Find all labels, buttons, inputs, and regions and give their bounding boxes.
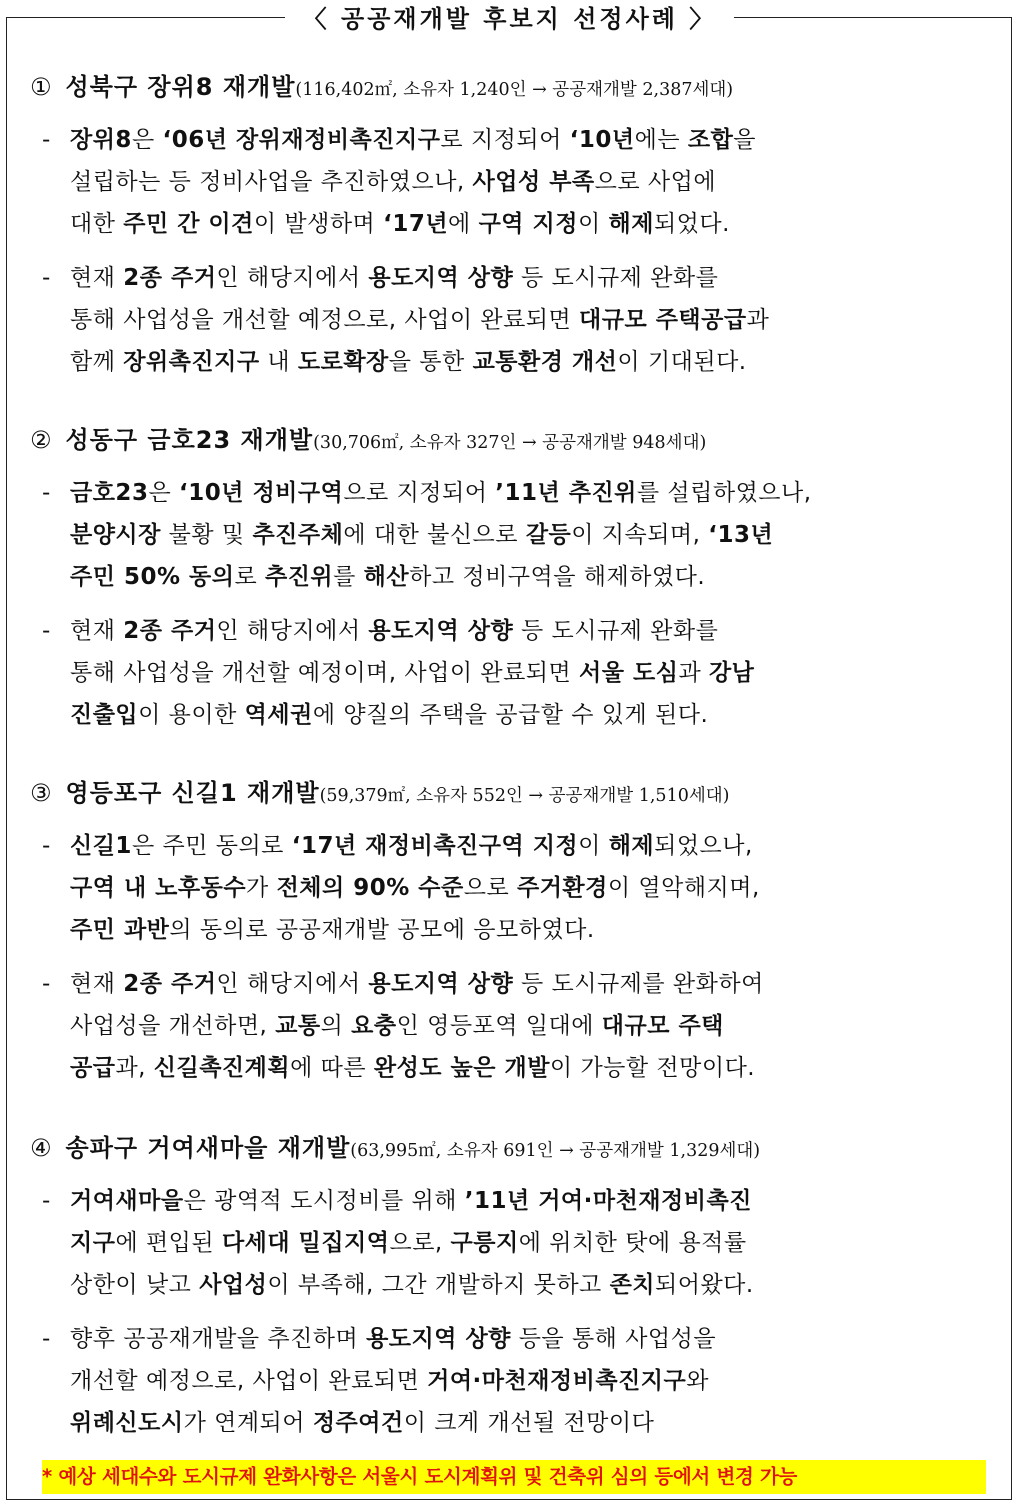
bullet-paragraph: [42, 472, 1000, 598]
text-segment: 를: [333, 564, 364, 590]
text-line: [70, 203, 1000, 245]
text-segment: 현재: [70, 265, 124, 291]
bold-text: 2종 주거: [123, 618, 217, 644]
bold-text: 구릉지: [450, 1230, 519, 1256]
bullet-dash: -: [42, 480, 51, 506]
bullet-paragraph: [42, 610, 1000, 736]
bullet-paragraph: [42, 1180, 1000, 1306]
text-segment: 에 위치한 탓에 용적률: [518, 1230, 747, 1256]
section-1: [30, 70, 1000, 383]
bold-text: 거여·마천재정비촉진지구: [427, 1368, 687, 1394]
bold-text: 역세권: [244, 702, 313, 728]
bold-text: 완성도 높은 개발: [373, 1055, 550, 1081]
section-number: ③: [30, 779, 52, 807]
text-segment: 되었으나,: [654, 833, 753, 859]
bold-text: 교통환경 개선: [472, 349, 618, 375]
text-line: [70, 867, 1000, 909]
text-segment: 설립하는 등 정비사업을 추진하였으나,: [70, 169, 473, 195]
text-segment: 등을 통해 사업성을: [510, 1326, 717, 1352]
text-segment: 으로,: [389, 1230, 451, 1256]
text-segment: 이 지속되며,: [571, 522, 709, 548]
section-3: [30, 776, 1000, 1089]
text-segment: 가 연계되어: [183, 1410, 313, 1436]
bold-text: 해산: [363, 564, 410, 590]
text-segment: 가: [246, 875, 277, 901]
bold-text: 신길촉진계획: [153, 1055, 291, 1081]
bold-text: 존치: [609, 1272, 656, 1298]
text-line: [70, 694, 1000, 736]
bullet-dash: -: [42, 1188, 51, 1214]
text-line: [70, 610, 1000, 652]
section-number: ④: [30, 1134, 52, 1162]
bold-text: 신길1: [70, 833, 132, 859]
text-line: [70, 963, 1000, 1005]
text-segment: 향후 공공재개발을 추진하며: [70, 1326, 367, 1352]
bullet-dash: -: [42, 618, 51, 644]
text-line: [70, 825, 1000, 867]
text-segment: 의: [320, 1013, 352, 1039]
text-segment: 은: [131, 127, 163, 153]
bold-text: 추진주체: [252, 522, 344, 548]
bold-text: 갈등: [525, 522, 572, 548]
bold-text: 조합: [687, 127, 734, 153]
text-segment: 현재: [70, 971, 124, 997]
section-2: [30, 423, 1000, 736]
bold-text: 진출입: [70, 702, 139, 728]
text-line: [70, 652, 1000, 694]
text-segment: 이: [578, 833, 609, 859]
bold-text: 추진위: [264, 564, 334, 590]
bold-text: 주민 50% 동의: [70, 564, 235, 590]
text-segment: 에는: [634, 127, 688, 153]
text-segment: 통해 사업성을 개선할 예정으로, 사업이 완료되면: [70, 307, 580, 333]
text-segment: 이 기대된다.: [617, 349, 747, 375]
bold-text: ‘13년: [708, 522, 774, 548]
text-segment: 인 해당지에서: [216, 265, 369, 291]
text-segment: 대한: [70, 211, 124, 237]
text-line: [70, 514, 1000, 556]
text-segment: 이 열악해지며,: [607, 875, 760, 901]
bold-text: ‘10년: [569, 127, 635, 153]
bold-text: 다세대 밀집지역: [221, 1230, 390, 1256]
section-heading: [30, 423, 1000, 460]
text-segment: 를 설립하였으나,: [636, 480, 812, 506]
text-segment: 이 부족해, 그간 개발하지 못하고: [267, 1272, 610, 1298]
bullet-dash: -: [42, 971, 51, 997]
bold-text: 지구: [70, 1230, 116, 1256]
text-line: [70, 472, 1000, 514]
text-segment: 함께: [70, 349, 124, 375]
bold-text: 용도지역 상향: [366, 1326, 511, 1352]
text-line: [70, 1180, 1000, 1222]
text-segment: 등 도시규제 완화를: [513, 618, 719, 644]
text-segment: 으로 사업에: [594, 169, 717, 195]
bold-text: ‘17년 재정비촉진구역 지정: [291, 833, 579, 859]
bold-text: 사업성 부족: [472, 169, 595, 195]
footnote: [42, 1460, 986, 1494]
bullet-dash: -: [42, 1326, 51, 1352]
text-segment: 이 가능할 전망이다.: [549, 1055, 756, 1081]
bold-text: 해제: [608, 211, 654, 237]
bullet-paragraph: [42, 825, 1000, 951]
section-4: [30, 1131, 1000, 1444]
text-line: [70, 341, 1000, 383]
bold-text: 대규모 주택공급: [579, 307, 747, 333]
text-segment: 개선할 예정으로, 사업이 완료되면: [70, 1368, 428, 1394]
text-segment: 인 영등포역 일대에: [396, 1013, 602, 1039]
bullet-dash: -: [42, 127, 51, 153]
text-segment: 되어왔다.: [655, 1272, 754, 1298]
text-line: [70, 556, 1000, 598]
bold-text: 분양시장: [70, 522, 161, 548]
text-segment: 에 대한 불신으로: [343, 522, 526, 548]
text-segment: 내: [259, 349, 298, 375]
bold-text: 용도지역 상향: [368, 618, 514, 644]
bold-text: 정주여건: [312, 1410, 404, 1436]
section-number: ②: [30, 426, 52, 454]
text-segment: 으로: [463, 875, 517, 901]
bold-text: ’11년 거여·마천재정비촉진: [464, 1188, 752, 1214]
bold-text: 위례신도시: [70, 1410, 184, 1436]
bold-text: ‘17년: [383, 211, 449, 237]
bold-text: 장위8: [70, 127, 132, 153]
text-segment: 에 양질의 주택을 공급할 수 있게 된다.: [312, 702, 709, 728]
bold-text: 공급: [70, 1055, 116, 1081]
section-heading: [30, 776, 1000, 813]
text-segment: 인 해당지에서: [216, 971, 369, 997]
bold-text: 장위촉진지구: [123, 349, 260, 375]
text-line: [70, 1047, 1000, 1089]
bold-text: 거여새마을: [70, 1188, 184, 1214]
bold-text: 교통: [275, 1013, 321, 1039]
bullet-paragraph: [42, 257, 1000, 383]
bold-text: ‘10년 정비구역: [178, 480, 344, 506]
bold-text: 2종 주거: [123, 265, 217, 291]
section-heading: [30, 70, 1000, 107]
text-segment: 을: [733, 127, 757, 153]
section-name: 영등포구 신길1 재개발: [65, 779, 320, 807]
bold-text: 2종 주거: [123, 971, 217, 997]
bold-text: 도로확장: [297, 349, 389, 375]
text-segment: 이 발생하며: [253, 211, 384, 237]
text-segment: 은: [148, 480, 179, 506]
text-segment: 은 광역적 도시정비를 위해: [183, 1188, 465, 1214]
bullet-paragraph: [42, 1318, 1000, 1444]
bullet-dash: -: [42, 833, 51, 859]
bold-text: 전체의 90% 수준: [276, 875, 464, 901]
bold-text: 주거환경: [517, 875, 608, 901]
bold-text: 용도지역 상향: [368, 971, 514, 997]
text-segment: 으로 지정되어: [343, 480, 496, 506]
title-bar: [0, 0, 1019, 40]
text-line: [70, 1360, 1000, 1402]
section-name: 송파구 거여새마을 재개발: [65, 1134, 351, 1162]
section-info: (63,995㎡, 소유자 691인 → 공공재개발 1,329세대): [350, 1141, 761, 1161]
text-segment: 과: [678, 660, 709, 686]
bold-text: 주민 간 이견: [123, 211, 254, 237]
bold-text: 서울 도심: [579, 660, 679, 686]
text-segment: 은 주민 동의로: [131, 833, 292, 859]
text-line: [70, 1318, 1000, 1360]
section-info: (59,379㎡, 소유자 552인 → 공공재개발 1,510세대): [319, 786, 730, 806]
text-segment: 로: [234, 564, 265, 590]
text-line: [70, 1005, 1000, 1047]
text-segment: 에: [448, 211, 479, 237]
text-segment: 의 동의로 공공재개발 공모에 응모하였다.: [169, 917, 595, 943]
section-name: 성북구 장위8 재개발: [65, 73, 296, 101]
text-segment: 을 통한: [388, 349, 473, 375]
document-title: 〈 공공재개발 후보지 선정사례 〉: [285, 2, 735, 36]
text-segment: 로 지정되어: [440, 127, 570, 153]
text-segment: 이 용이한: [138, 702, 245, 728]
bold-text: 요충: [351, 1013, 397, 1039]
bold-text: 금호23: [70, 480, 149, 506]
text-segment: 이 크게 개선될 전망이다: [403, 1410, 655, 1436]
text-segment: 과: [746, 307, 770, 333]
text-line: [70, 1222, 1000, 1264]
text-line: [70, 119, 1000, 161]
text-line: [70, 909, 1000, 951]
bold-text: 주민 과반: [70, 917, 170, 943]
bold-text: 강남: [708, 660, 755, 686]
bold-text: 용도지역 상향: [368, 265, 514, 291]
text-segment: 에 편입된: [115, 1230, 222, 1256]
text-segment: 에 따른: [290, 1055, 374, 1081]
text-segment: 통해 사업성을 개선할 예정이며, 사업이 완료되면: [70, 660, 580, 686]
section-info: (116,402㎡, 소유자 1,240인 → 공공재개발 2,387세대): [295, 80, 734, 100]
bold-text: 구역 지정: [478, 211, 578, 237]
bold-text: ‘06년 장위재정비촉진지구: [162, 127, 441, 153]
footnote-text: * 예상 세대수와 도시규제 완화사항은 서울시 도시계획위 및 건축위 심의 등에서 변경 가능: [42, 1465, 798, 1488]
bold-text: 사업성: [199, 1272, 268, 1298]
text-segment: 와: [686, 1368, 709, 1394]
bold-text: 대규모 주택: [601, 1013, 724, 1039]
bold-text: ’11년 추진위: [495, 480, 637, 506]
bold-text: 해제: [608, 833, 655, 859]
section-number: ①: [30, 73, 52, 101]
text-segment: 사업성을 개선하면,: [70, 1013, 276, 1039]
text-segment: 등 도시규제를 완화하여: [513, 971, 764, 997]
text-segment: 이: [577, 211, 609, 237]
bullet-paragraph: [42, 119, 1000, 245]
text-segment: 등 도시규제 완화를: [513, 265, 719, 291]
text-segment: 상한이 낮고: [70, 1272, 200, 1298]
text-line: [70, 257, 1000, 299]
text-segment: 불황 및: [160, 522, 253, 548]
text-segment: 인 해당지에서: [216, 618, 369, 644]
text-line: [70, 1264, 1000, 1306]
text-line: [70, 161, 1000, 203]
bold-text: 구역 내 노후동수: [70, 875, 247, 901]
text-segment: 과,: [115, 1055, 154, 1081]
bullet-dash: -: [42, 265, 51, 291]
section-heading: [30, 1131, 1000, 1168]
section-info: (30,706㎡, 소유자 327인 → 공공재개발 948세대): [313, 433, 707, 453]
text-segment: 현재: [70, 618, 124, 644]
text-line: [70, 299, 1000, 341]
text-line: [70, 1402, 1000, 1444]
text-segment: 하고 정비구역을 해제하였다.: [409, 564, 706, 590]
bullet-paragraph: [42, 963, 1000, 1089]
section-name: 성동구 금호23 재개발: [65, 426, 314, 454]
text-segment: 되었다.: [653, 211, 730, 237]
